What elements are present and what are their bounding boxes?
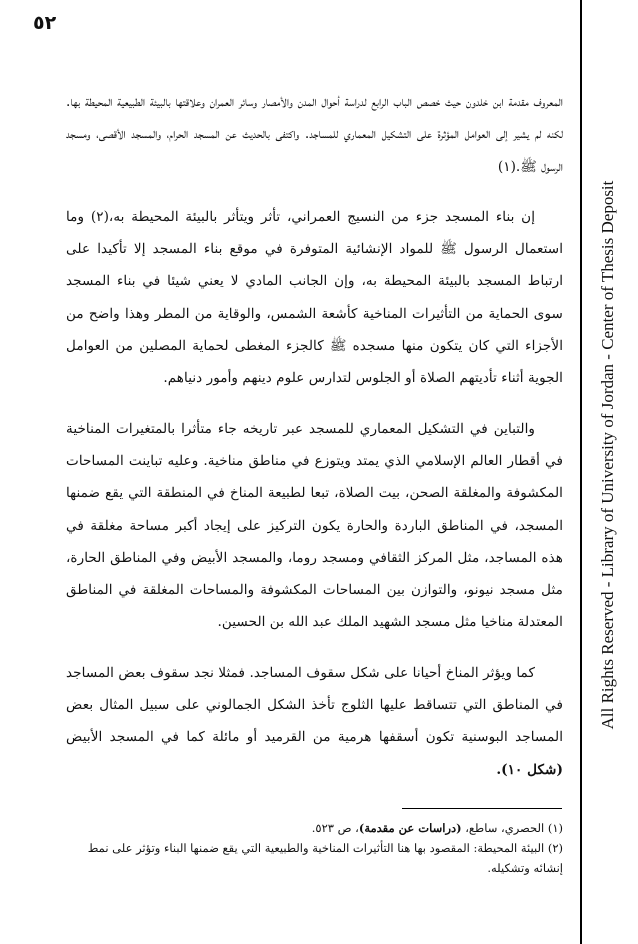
- figure-reference: (شكل ١٠).: [496, 761, 563, 778]
- paragraph-3: والتباين في التشكيل المعماري للمسجد عبر تاريخه جاء متأثرا بالمتغيرات المناخية في أقطار العالم الإسلامي الذي يمتد ويتوزع في مناطق مناخية. وعليه تباينت المساحات المكشوفة والمغلقة الصحن، بيت الصلاة، تبعا لطبيعة المناخ في المنطقة التي يقع ضمنها المسجد، في المناطق الباردة والحارة يكون التركيز على إيجاد أكبر مساحة مغلقة في هذه المساجد، مثل المركز الثقافي ومسجد روما، والمسجد الأبيض وفي المناطق الحارة، مثل مسجد نيونو، والتوازن بين المساحات المكشوفة والمساحات المغلقة في المناطق المعتدلة مناخيا مثل مسجد الشهيد الملك عبد الله بن الحسين.: [66, 420, 563, 631]
- paragraph-1: المعروف مقدمة ابن خلدون حيث خصص الباب الرابع لدراسة أحوال المدن والأمصار وسائر العمران وعلاقتها بالبيئة الطبيعية المحيطة بها. لكنه لم يشير إلى العوامل المؤثرة على التشكيل المعماري للمساجد. واكتفى بالحديث عن المسجد الحرام، والمسجد الأقصى، ومسجد الرسول ﷺ.(١): [66, 94, 563, 175]
- page-number: ٥٢: [33, 12, 57, 34]
- footnote-1-author: الحصري، ساطع،: [461, 821, 548, 835]
- footnote-2: [66, 838, 563, 878]
- copyright-text: All Rights Reserved - Library of University of Jordan - Center of Thesis Deposit: [598, 180, 617, 730]
- paragraph-2: إن بناء المسجد جزء من النسيج العمراني، تأثر ويتأثر بالبيئة المحيطة به،(٢) وما استعمال الرسول ﷺ للمواد الإنشائية المتوفرة في موقع بناء المسجد إلا تأكيدا على ارتباط المسجد بالبيئة المحيطة به، وإن الجانب المادي لا يعني شيئا في بناء المسجد سوى الحماية من التأثيرات المناخية كأشعة الشمس، والوقاية من المطر وهذا واضح من الأجزاء التي كان يتكون منها مسجده ﷺ كالجزء المغطى لحماية المصلين من العوامل الجوية أثناء تأديتهم الصلاة أو الجلوس لتدارس علوم دينهم وأمور دنياهم.: [66, 208, 563, 387]
- footnote-2-term: البيئة المحيطة:: [469, 841, 548, 855]
- paragraph-4-text: كما ويؤثر المناخ أحيانا على شكل سقوف المساجد. فمثلا نجد سقوف بعض المساجد في المناطق التي تتساقط عليها الثلوج تأخذ الشكل الجمالوني على سبيل المثال بعض المساجد البوسنية تكون أسقفها هرمية من القرميد أو مائلة كما في المسجد الأبيض: [66, 664, 563, 746]
- footnote-divider: [402, 808, 562, 809]
- body-text: [66, 86, 563, 786]
- footnote-2-rest: المقصود بها هنا التأثيرات المناخية والطبيعية التي يقع ضمنها البناء وتؤثر على نمط إنشائه وتشكيله.: [87, 841, 563, 875]
- footnote-1-rest: ، ص ٥٢٣.: [311, 821, 359, 835]
- footnotes: [66, 818, 563, 878]
- copyright-sidebar: [588, 80, 628, 830]
- vertical-divider: [580, 0, 582, 944]
- footnote-2-number: (٢): [547, 841, 563, 855]
- footnote-1: [66, 818, 563, 838]
- footnote-1-title: (دراسات عن مقدمة): [358, 821, 462, 835]
- paragraph-4: [66, 657, 563, 786]
- footnote-1-number: (١): [547, 821, 563, 835]
